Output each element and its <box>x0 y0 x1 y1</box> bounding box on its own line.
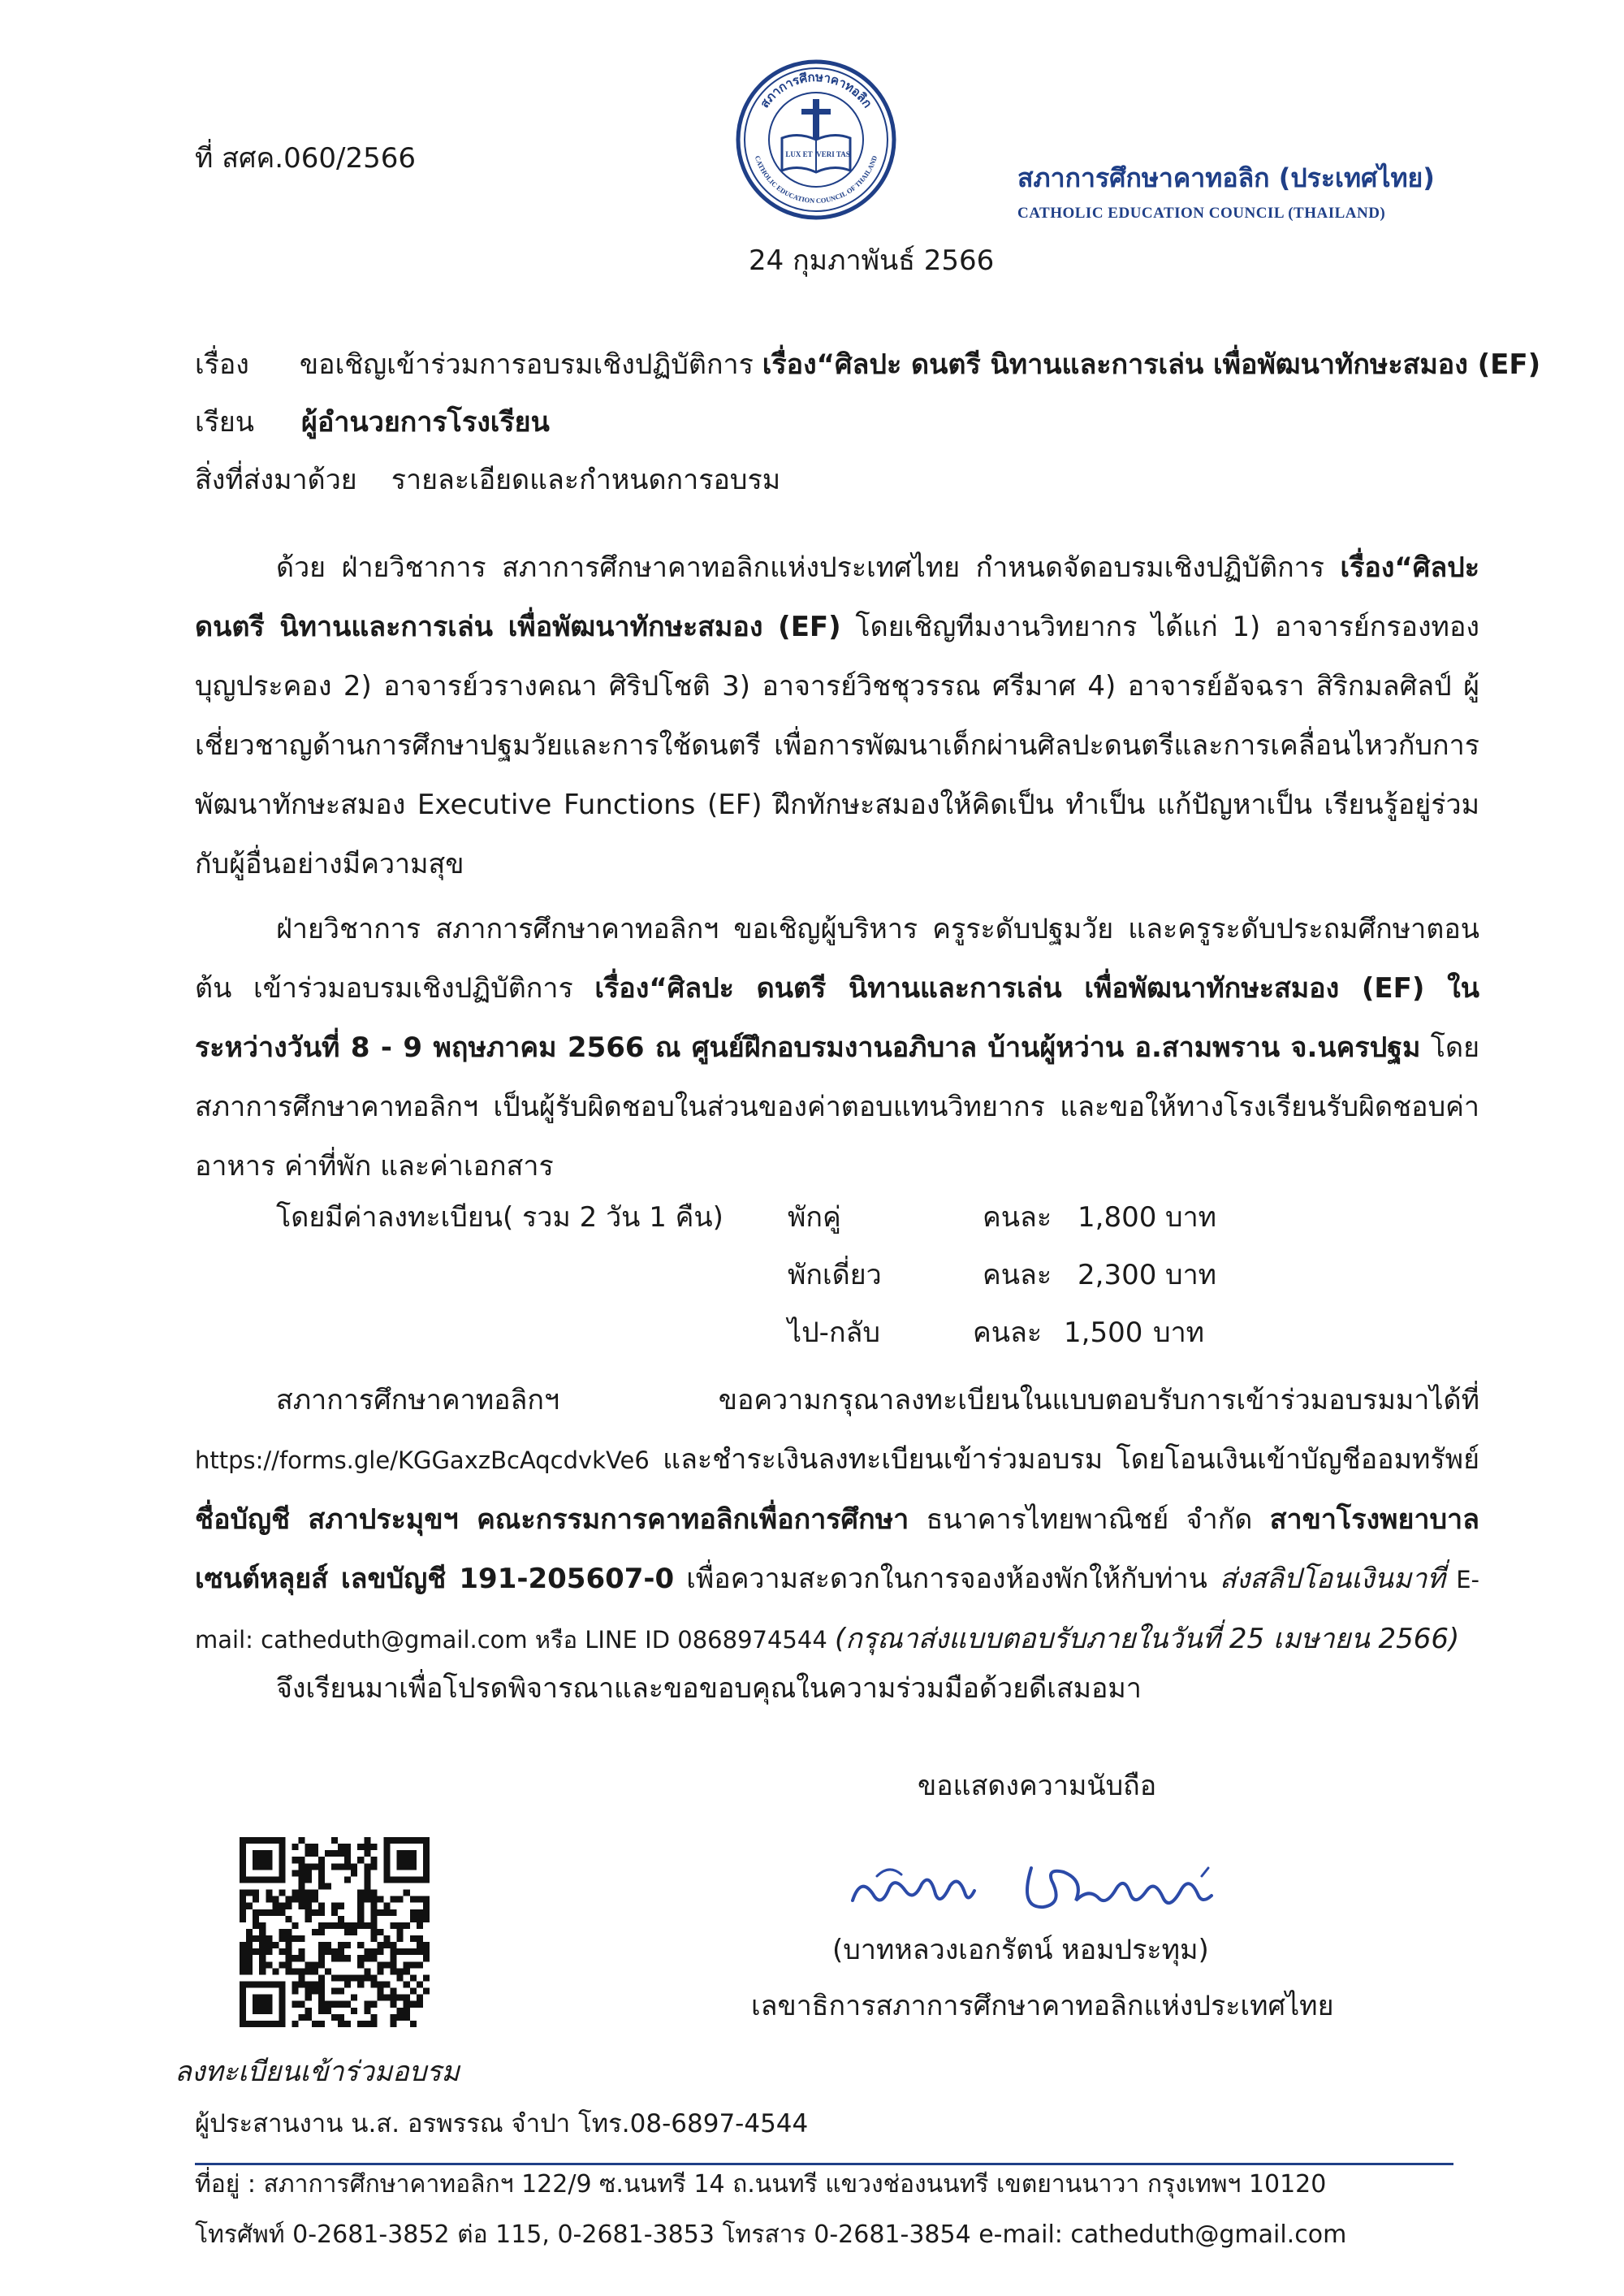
document-number: ที่ สศค.060/2566 <box>195 142 416 175</box>
fee-per: คนละ <box>983 1201 1052 1234</box>
contact-email-link[interactable]: catheduth@gmail.com <box>261 1626 528 1654</box>
fee-type: ไป-กลับ <box>788 1317 880 1349</box>
fee-per: คนละ <box>973 1317 1043 1349</box>
fee-unit: บาท <box>1153 1317 1205 1349</box>
paragraph-3-text-1: สภาการศึกษาคาทอลิกฯ ขอความกรุณาลงทะเบียนในแบบตอบรับการเข้าร่วมอบรมมาได้ที่ <box>276 1384 1479 1416</box>
recipient-line <box>195 406 550 439</box>
line-id: หรือ LINE ID 0868974544 <box>527 1626 835 1654</box>
footer-address: ที่อยู่ : สภาการศึกษาคาทอลิกฯ 122/9 ซ.นนทรี 14 ถ.นนทรี แขวงช่องนนทรี เขตยานนาวา กรุงเทพฯ 10120 <box>195 2170 1327 2199</box>
subject-label: เรื่อง <box>195 348 249 381</box>
registration-qr-code[interactable] <box>240 1837 430 2027</box>
send-slip-note: ส่งสลิปโอนเงินมาที่ <box>1219 1563 1445 1595</box>
fee-row-single <box>0 1261 1624 1294</box>
seal-book-right-text: VERI TAS <box>816 150 850 158</box>
registration-form-link[interactable]: https://forms.gle/KGGaxzBcAqcdvkVe6 <box>195 1446 650 1474</box>
subject-title: เรื่อง“ศิลปะ ดนตรี นิทานและการเล่น เพื่อพัฒนาทักษะสมอง (EF) <box>762 348 1541 381</box>
paragraph-1-body: โดยเชิญทีมงานวิทยากร ได้แก่ 1) อาจารย์กรองทอง บุญประคอง 2) อาจารย์วรางคณา ศิริปโชติ 3) อาจารย์วิชชุวรรณ ศรีมาศ 4) อาจารย์อัจฉรา สิริกมลศิลป์ ผู้เชี่ยวชาญด้านการศึกษาปฐมวัยและการใช้ดนตรี เพื่อการพัฒนาเด็กผ่านศิลปะดนตรีและการเคลื่อนไหวกับการพัฒนาทักษะสมอง Executive Functions (EF) ฝึกทักษะสมองให้คิดเป็น ทำเป็น แก้ปัญหาเป็น เรียนรู้อยู่ร่วมกับผู้อื่นอย่างมีความสุข <box>195 611 1479 880</box>
paragraph-2-lead: ฝ่ายวิชาการ สภาการศึกษาคาทอลิกฯ ขอเชิญผู้บริหาร ครูระดับปฐมวัย และครูระดับประถมศึกษาตอนต้น เข้าร่วมอบรมเชิงปฏิบัติการ <box>195 913 1479 1005</box>
body-paragraph-2 <box>195 900 1479 1196</box>
fee-unit: บาท <box>1165 1259 1217 1291</box>
subject-text: ขอเชิญเข้าร่วมการอบรมเชิงปฏิบัติการ <box>299 348 762 381</box>
recipient-text: ผู้อำนวยการโรงเรียน <box>301 406 550 439</box>
paragraph-3-text-4: เพื่อความสะดวกในการจองห้องพักให้กับท่าน <box>674 1563 1220 1595</box>
recipient-label: เรียน <box>195 406 255 439</box>
fee-amount: 1,500 <box>1064 1317 1143 1349</box>
bank-account-number: สาขาโรงพยาบาลเซนต์หลุยส์ เลขบัญชี 191-205607-0 <box>195 1503 1479 1595</box>
attachment-line <box>195 466 780 494</box>
fee-type: พักเดี่ยว <box>788 1259 882 1291</box>
attachment-text: รายละเอียดและกำหนดการอบรม <box>391 464 781 496</box>
fee-amount: 1,800 <box>1078 1201 1157 1234</box>
organization-name-en: CATHOLIC EDUCATION COUNCIL (THAILAND) <box>1017 205 1386 222</box>
deadline-note: (กรุณาส่งแบบตอบรับภายในวันที่ 25 เมษายน 2566) <box>835 1623 1460 1655</box>
fee-row-double <box>0 1201 1624 1236</box>
fee-label: โดยมีค่าลงทะเบียน( รวม 2 วัน 1 คืน) <box>276 1201 723 1234</box>
qr-caption: ลงทะเบียนเข้าร่วมอบรม <box>175 2056 460 2088</box>
council-seal-logo <box>735 58 897 221</box>
fee-type: พักคู่ <box>788 1201 841 1234</box>
seal-ring-text-en: CATHOLIC EDUCATION COUNCIL OF THAILAND <box>753 154 879 205</box>
attachment-label: สิ่งที่ส่งมาด้วย <box>195 464 357 496</box>
signature-image <box>844 1844 1267 1933</box>
paragraph-3-text-3: ธนาคารไทยพาณิชย์ จำกัด <box>909 1503 1270 1536</box>
body-paragraph-1 <box>195 538 1479 894</box>
fee-amount: 2,300 <box>1078 1259 1157 1291</box>
seal-book-left-text: LUX ET <box>785 150 813 158</box>
coordinator-contact: ผู้ประสานงาน น.ส. อรพรรณ จำปา โทร.08-6897-4544 <box>195 2109 809 2138</box>
signer-title: เลขาธิการสภาการศึกษาคาทอลิกแห่งประเทศไทย <box>751 1990 1334 2022</box>
seal-ring-text: สภาการศึกษาคาทอลิก <box>757 69 875 111</box>
paragraph-2-title: เรื่อง“ศิลปะ ดนตรี นิทานและการเล่น เพื่อพัฒนาทักษะสมอง (EF) ในระหว่างวันที่ 8 - 9 พฤษภาคม 2566 ณ ศูนย์ฝึกอบรมงานอภิบาล บ้านผู้หว่าน อ.สามพราน จ.นครปฐม <box>195 972 1479 1064</box>
body-paragraph-3 <box>195 1371 1479 1670</box>
footer-divider <box>195 2163 1453 2165</box>
fee-row-day-trip <box>0 1319 1624 1351</box>
bank-account-name: ชื่อบัญชี สภาประมุขฯ คณะกรรมการคาทอลิกเพื่อการศึกษา <box>195 1503 909 1536</box>
regards: ขอแสดงความนับถือ <box>918 1770 1157 1802</box>
paragraph-1-title: เรื่อง“ศิลปะ ดนตรี นิทานและการเล่น เพื่อพัฒนาทักษะสมอง (EF) <box>195 551 1479 643</box>
document-date: 24 กุมภาพันธ์ 2566 <box>749 244 995 277</box>
closing-sentence: จึงเรียนมาเพื่อโปรดพิจารณาและขอขอบคุณในความร่วมมือด้วยดีเสมอมา <box>276 1672 1142 1705</box>
email-label: E-mail: <box>195 1566 1479 1654</box>
fee-unit: บาท <box>1165 1201 1217 1234</box>
subject-line <box>195 348 1541 381</box>
organization-name-th: สภาการศึกษาคาทอลิก (ประเทศไทย) <box>1017 162 1435 193</box>
fee-per: คนละ <box>983 1259 1052 1291</box>
paragraph-2-body: โดยสภาการศึกษาคาทอลิกฯ เป็นผู้รับผิดชอบในส่วนของค่าตอบแทนวิทยากร และขอให้ทางโรงเรียนรับผิดชอบค่าอาหาร ค่าที่พัก และค่าเอกสาร <box>195 1031 1480 1183</box>
footer-contact: โทรศัพท์ 0-2681-3852 ต่อ 115, 0-2681-3853 โทรสาร 0-2681-3854 e-mail: catheduth@gmail.com <box>195 2220 1347 2249</box>
paragraph-1-lead: ด้วย ฝ่ายวิชาการ สภาการศึกษาคาทอลิกแห่งประเทศไทย กำหนดจัดอบรมเชิงปฏิบัติการ <box>276 551 1341 584</box>
signer-name: (บาทหลวงเอกรัตน์ หอมประทุม) <box>832 1934 1209 1966</box>
paragraph-3-text-2: และชำระเงินลงทะเบียนเข้าร่วมอบรม โดยโอนเงินเข้าบัญชีออมทรัพย์ <box>649 1443 1479 1476</box>
